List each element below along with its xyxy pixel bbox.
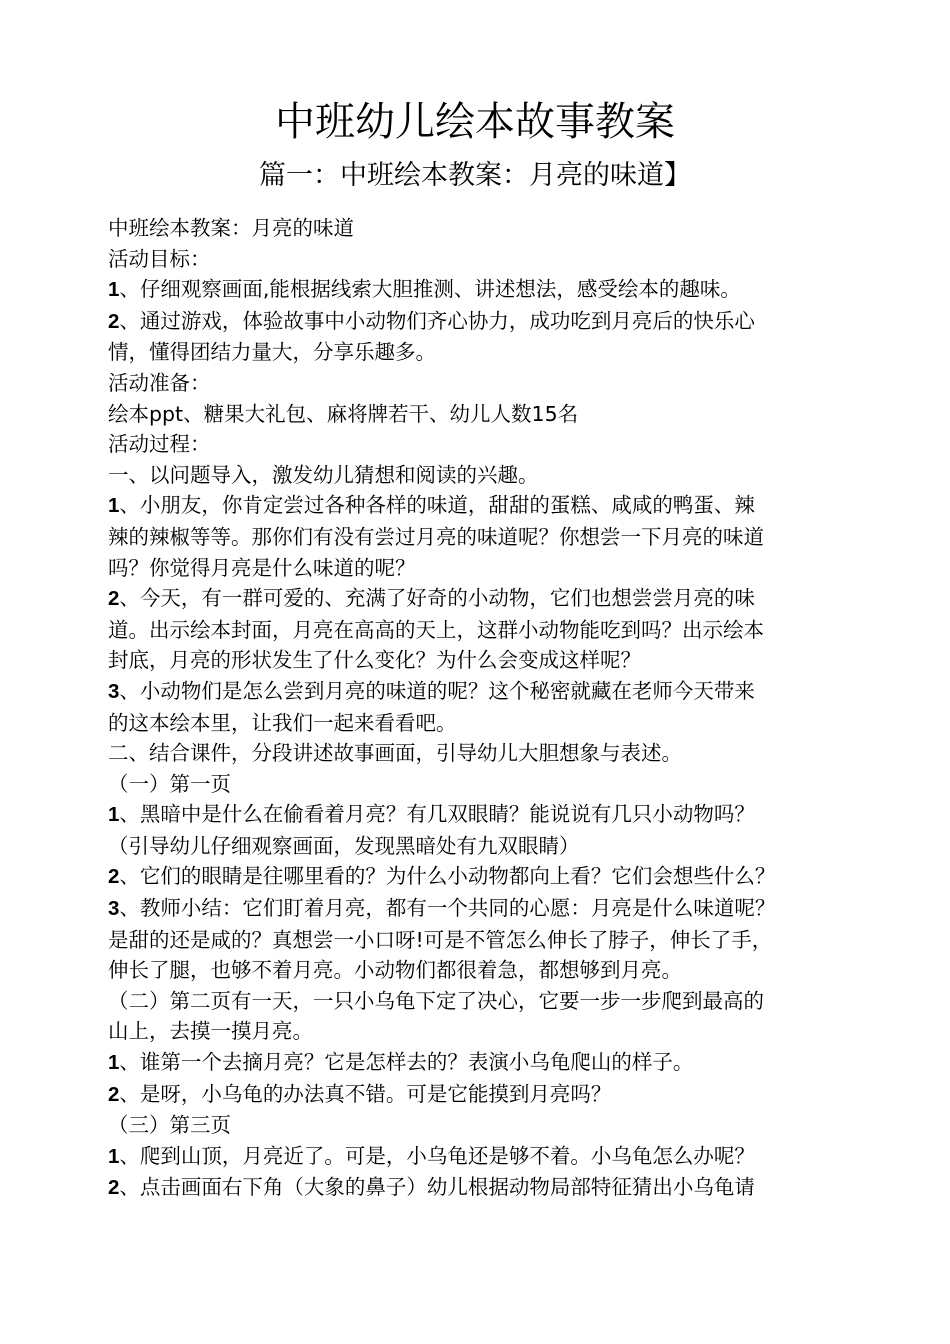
line-text: 吗？你觉得月亮是什么味道的呢？ <box>108 555 416 580</box>
body-line <box>108 399 864 430</box>
body-line <box>108 1141 864 1173</box>
item-number: 1 <box>108 1144 120 1168</box>
line-text: 、是呀，小乌龟的办法真不错。可是它能摸到月亮吗？ <box>119 1081 612 1106</box>
line-text: 的这本绘本里，让我们一起来看看吧。 <box>108 710 457 735</box>
body-line <box>108 615 864 646</box>
line-text: 、小动物们是怎么尝到月亮的味道的呢？这个秘密就藏在老师今天带来 <box>119 678 755 703</box>
body-line <box>108 738 864 769</box>
body-line <box>108 583 864 615</box>
line-text: 、它们的眼睛是往哪里看的？为什么小动物都向上看？它们会想些什么？ <box>119 864 776 889</box>
item-number: 3 <box>108 897 120 921</box>
body-line <box>108 274 864 306</box>
body-line <box>108 925 864 956</box>
body-line <box>108 1047 864 1079</box>
line-text: 、点击画面右下角（大象的鼻子）幼儿根据动物局部特征猜出小乌龟请 <box>119 1175 755 1200</box>
line-text: 道。出示绘本封面，月亮在高高的天上，这群小动物能吃到吗？出示绘本 <box>108 617 764 642</box>
body-line <box>108 490 864 522</box>
line-text: 、爬到山顶，月亮近了。可是，小乌龟还是够不着。小乌龟怎么办呢？ <box>119 1143 755 1168</box>
body-line <box>108 1172 864 1204</box>
item-number: 2 <box>108 1176 120 1200</box>
body-line <box>108 769 864 800</box>
line-text: （一）第一页 <box>108 771 231 796</box>
item-number: 2 <box>108 309 120 333</box>
line-text: 、小朋友，你肯定尝过各种各样的味道，甜甜的蛋糕、咸咸的鸭蛋、辣 <box>119 493 755 518</box>
line-text: 是甜的还是咸的？真想尝一小口呀!可是不管怎么伸长了脖子，伸长了手， <box>108 927 773 952</box>
body-line <box>108 368 864 399</box>
body-line <box>108 460 864 491</box>
body-line <box>108 1016 864 1047</box>
line-text: 活动准备： <box>108 370 211 395</box>
item-number: 1 <box>108 494 120 518</box>
item-number: 1 <box>108 1051 120 1075</box>
body-line <box>108 831 864 862</box>
line-text: 绘本ppt、糖果大礼包、麻将牌若干、幼儿人数15名 <box>108 401 579 426</box>
item-number: 2 <box>108 865 120 889</box>
body-line <box>108 861 864 893</box>
line-text: （引导幼儿仔细观察画面，发现黑暗处有九双眼睛） <box>108 833 580 858</box>
body-line <box>108 522 864 553</box>
line-text: 活动过程： <box>108 432 211 457</box>
body-line <box>108 645 864 676</box>
line-text: 封底，月亮的形状发生了什么变化？为什么会变成这样呢？ <box>108 648 641 673</box>
document-body <box>108 213 864 1204</box>
line-text: 伸长了腿，也够不着月亮。小动物们都很着急，都想够到月亮。 <box>108 958 682 983</box>
line-text: 、黑暗中是什么在偷看着月亮？有几双眼睛？能说说有几只小动物吗？ <box>119 802 755 827</box>
body-line <box>108 708 864 739</box>
item-number: 2 <box>108 587 120 611</box>
document-title: 中班幼儿绘本故事教案 <box>275 99 675 145</box>
item-number: 1 <box>108 803 120 827</box>
line-text: 情，懂得团结力量大，分享乐趣多。 <box>108 340 436 365</box>
body-line <box>108 213 864 244</box>
body-line <box>108 986 864 1017</box>
line-text: 山上，去摸一摸月亮。 <box>108 1019 313 1044</box>
body-line <box>108 799 864 831</box>
body-line <box>108 337 864 368</box>
body-line <box>108 676 864 708</box>
line-text: 二、结合课件，分段讲述故事画面，引导幼儿大胆想象与表述。 <box>108 741 682 766</box>
body-line <box>108 1079 864 1111</box>
line-text: 、谁第一个去摘月亮？它是怎样去的？表演小乌龟爬山的样子。 <box>119 1050 694 1075</box>
body-line <box>108 1110 864 1141</box>
line-text: 一、以问题导入，激发幼儿猜想和阅读的兴趣。 <box>108 462 539 487</box>
line-text: 活动目标： <box>108 246 211 271</box>
line-text: 辣的辣椒等等。那你们有没有尝过月亮的味道呢？你想尝一下月亮的味道 <box>108 524 764 549</box>
line-text: 中班绘本教案：月亮的味道 <box>108 216 354 240</box>
item-number: 2 <box>108 1082 120 1106</box>
item-number: 3 <box>108 679 120 703</box>
line-text: （三）第三页 <box>108 1113 231 1138</box>
body-line <box>108 244 864 275</box>
body-line <box>108 955 864 986</box>
body-line <box>108 893 864 925</box>
line-text: 、教师小结：它们盯着月亮，都有一个共同的心愿：月亮是什么味道呢？ <box>119 896 776 921</box>
line-text: 、仔细观察画面,能根据线索大胆推测、讲述想法，感受绘本的趣味。 <box>119 277 741 302</box>
body-line <box>108 429 864 460</box>
body-line <box>108 553 864 584</box>
item-number: 1 <box>108 278 120 302</box>
line-text: 、通过游戏，体验故事中小动物们齐心协力，成功吃到月亮后的快乐心 <box>119 308 755 333</box>
body-line <box>108 306 864 338</box>
line-text: （二）第二页有一天，一只小乌龟下定了决心，它要一步一步爬到最高的 <box>108 988 764 1013</box>
line-text: 、今天，有一群可爱的、充满了好奇的小动物，它们也想尝尝月亮的味 <box>119 586 755 611</box>
document-subtitle: 篇一：中班绘本教案：月亮的味道】 <box>259 160 691 191</box>
